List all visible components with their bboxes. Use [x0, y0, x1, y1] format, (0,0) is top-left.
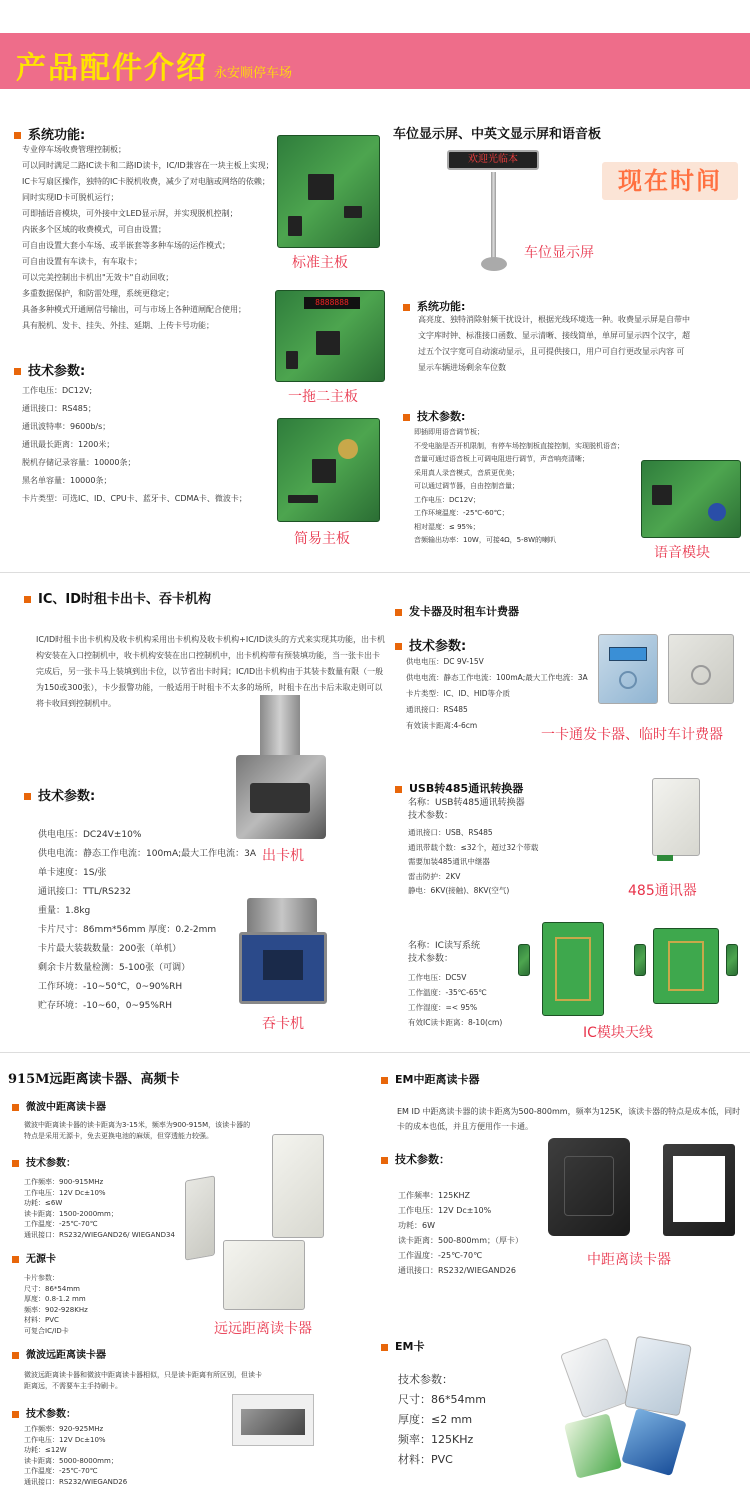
text-line: 材料：PVC [24, 1316, 59, 1324]
text-line: 文字库时钟、标准接口函数、显示清晰、接线简单，单屏可显示四个汉字，超 [418, 331, 690, 340]
text-line: 通讯接口：RS485； [22, 404, 96, 413]
text-line: 可以通过调节器，自由控制音量； [414, 482, 519, 490]
bullet-square-icon [395, 643, 402, 650]
issuer-tech-lines [406, 654, 588, 734]
far-reader-heading: 微波远距离读卡器 [12, 1346, 106, 1361]
one-to-two-board-caption: 一拖二主板 [288, 389, 358, 405]
microwave-heading: 微波中距离读卡器 [12, 1098, 106, 1113]
text-line: 读卡距离：1500-2000mm； [24, 1209, 118, 1218]
far-tech-heading: 技术参数： [12, 1405, 76, 1420]
microwave-paragraph: 微波中距离读卡器的读卡距离为3-15米，频率为900-915M，该读卡器的特点是采用无源卡，免去更换电池的麻烦，但穿透能力较强。 [24, 1121, 251, 1140]
ic-module-image [634, 944, 646, 976]
simple-board-caption: 简易主板 [294, 531, 350, 547]
usb-caption: 485通讯器 [628, 883, 697, 899]
text-line: 卡片类型：IC、ID、HID等介质 [406, 689, 511, 698]
text-line: 通讯波特率：9600b/s； [22, 422, 111, 431]
text-line: 贮存环境：-10~60，0~95%RH [38, 1001, 172, 1011]
text-line: 可以完美控制出卡机出"无效卡"自动回收； [22, 273, 174, 282]
usb-heading: USB转485通讯转换器 [395, 780, 523, 796]
issuer-tech-heading: 技术参数: [395, 635, 466, 654]
card-collector-caption: 吞卡机 [262, 1016, 304, 1032]
text-line: 单卡速度：1S/张 [38, 868, 107, 878]
em-reader-frame-image [663, 1144, 735, 1236]
text-line: 即插即用语音调节板； [414, 428, 484, 436]
text-line: 高亮度、独特消除射频干扰设计，根据光线环境选一种。收费显示屏是自带中 [418, 315, 690, 324]
text-line: 卡片最大装载数量：200张（单机） [38, 944, 182, 954]
ic-module-image [726, 944, 738, 976]
uhf-caption: 远远距离读卡器 [214, 1321, 312, 1337]
text-line: 工作频率：900-915MHz [24, 1178, 104, 1186]
text-line: 通讯接口：RS485 [406, 705, 468, 714]
text-line: 黑名单容量：10000条； [22, 476, 112, 485]
ic-tech-lines [408, 970, 502, 1030]
simple-board-image [277, 418, 380, 522]
dispenser-heading: IC、ID时租卡出卡、吞卡机构 [24, 588, 211, 607]
bullet-square-icon [14, 368, 21, 375]
dispenser-paragraph: IC/ID时租卡出卡机构及收卡机构采用出卡机构及收卡机构+IC/ID读头的方式来实现其功能，出卡机构安装在入口控制机中，收卡机构安装在出口控制机中，出卡机构带有预装填功能，当一张卡出卡完成后，另一张卡马上装填到出卡位，以节省出卡时间；IC/ID出卡机构由于其装卡数量有限（一般为150或300张），卡少报警功能，一般适用于时租卡不太多的场所，时租卡在出卡后未取走则可以将卡收回到控制机中。 [36, 635, 386, 708]
text-line: 尺寸：86*54mm [24, 1284, 80, 1293]
voice-module-caption: 语音模块 [654, 545, 710, 561]
text-line: 名称：USB转485通讯转换器 [408, 798, 525, 808]
bullet-square-icon [24, 793, 31, 800]
system-heading: 系统功能: [14, 124, 85, 143]
text-line: 同时实现ID卡可脱机运行； [22, 193, 119, 202]
usb-name-lines [408, 797, 525, 823]
uhf-reader-side-image [185, 1175, 215, 1260]
text-line: 工作电压：DC5V [408, 973, 467, 982]
card-collector-image [237, 898, 329, 1008]
uhf-reader-image [272, 1134, 324, 1238]
card-issuer-image [598, 634, 658, 704]
text-line: 厚度：0.8-1.2 mm [24, 1295, 86, 1303]
bullet-square-icon [403, 304, 410, 311]
bullet-square-icon [403, 414, 410, 421]
led-display-image [602, 162, 738, 200]
bullet-square-icon [395, 609, 402, 616]
display-base [481, 257, 507, 271]
standard-board-caption: 标准主板 [292, 255, 348, 271]
text-line: 音量可通过语音板上可调电阻进行调节，声音响亮清晰； [414, 455, 589, 463]
text-line: 卡片尺寸：86mm*56mm 厚度：0.2-2mm [38, 925, 217, 935]
bullet-square-icon [12, 1352, 19, 1359]
text-line: 卡片类型：可选IC、ID、CPU卡、蓝牙卡、CDMA卡、微波卡； [22, 494, 247, 503]
section-divider [0, 1052, 750, 1053]
ic-module-image [518, 944, 530, 976]
time-billing-device-image [668, 634, 734, 704]
text-line: 剩余卡片数量检测：5-100张（可调） [38, 963, 191, 973]
text-line: 可自由设置大套小车场、或半嵌套等多种车场的运作模式； [22, 241, 230, 250]
em-card-image [621, 1408, 686, 1476]
uhf-tech-lines [24, 1177, 175, 1240]
text-line: 显示车辆进场剩余车位数 [418, 363, 506, 372]
text-line: 工作温度：-25℃-70℃ [24, 1467, 98, 1475]
em-card-image [564, 1413, 622, 1478]
text-line: 工作温度：-25℃-70℃ [398, 1251, 483, 1260]
text-line: 工作频率：125KHZ [398, 1191, 471, 1200]
system-lines [22, 142, 274, 334]
text-line: 材料：PVC [398, 1453, 453, 1466]
text-line: 通讯带载个数：≤32个，超过32个带载 [408, 842, 539, 852]
bullet-square-icon [12, 1411, 19, 1418]
dispenser-tech-lines [38, 826, 256, 1016]
bullet-square-icon [381, 1077, 388, 1084]
usb-tech-lines [408, 826, 538, 899]
em-card-heading: EM卡 [381, 1338, 424, 1354]
text-line: 供电电流：静态工作电流：100mA;最大工作电流：3A [406, 673, 588, 682]
text-line: 工作频率：920-925MHz [24, 1425, 104, 1433]
text-line: 读卡距离：5000-8000mm； [24, 1456, 118, 1465]
text-line: 采用真人录音模式，音质更优美； [414, 468, 519, 477]
passive-card-heading: 无源卡 [12, 1250, 56, 1265]
text-line: 尺寸：86*54mm [398, 1393, 486, 1406]
card-dispenser-image [232, 695, 330, 845]
text-line: 通讯接口：RS232/WIEGAND26/ WIEGAND34 [24, 1230, 175, 1239]
text-line: 可以同时满足二路IC读卡和二路ID读卡，IC/ID兼容在一块主板上实现； [22, 161, 274, 170]
em-heading: EM中距离读卡器 [381, 1071, 479, 1087]
text-line: 功耗：≤6W [24, 1199, 63, 1207]
bullet-square-icon [381, 1157, 388, 1164]
bullet-square-icon [12, 1256, 19, 1263]
ic-antenna-image [653, 928, 719, 1004]
text-line: 具备多种模式开通闸信号输出，可与市场上各种道闸配合使用； [22, 305, 246, 314]
display-screen-text: 欢迎光临本 [468, 154, 518, 165]
text-line: 需要加装485通讯中继器 [408, 857, 490, 866]
text-line: 工作环境：-10~50℃，0~90%RH [38, 982, 183, 992]
card-dispenser-caption: 出卡机 [262, 848, 304, 864]
text-line: 通讯最长距离：1200米； [22, 440, 115, 449]
em-card-image [624, 1336, 692, 1417]
text-line: 供电电压：DC24V±10% [38, 830, 142, 840]
text-line: 工作环境温度：-25℃-60℃； [414, 509, 509, 517]
text-line: 频率：902-928KHz [24, 1305, 88, 1314]
text-line: 有效IC读卡距离：8-10(cm) [408, 1018, 503, 1027]
page-subtitle: 永安顺停车场 [214, 66, 293, 81]
text-line: 不受电脑是否开机限制，有停车场控制板直接控制，实现脱机语音； [414, 441, 624, 450]
text-line: 工作湿度：=< 95% [408, 1003, 478, 1012]
text-line: 供电电流：静态工作电流：100mA;最大工作电流：3A [38, 849, 257, 859]
standard-board-image [277, 135, 380, 248]
em-card-image [560, 1338, 630, 1419]
text-line: 通讯接口：TTL/RS232 [38, 887, 132, 897]
text-line: 多重数据保护，和防雷处理，系统更稳定； [22, 289, 174, 298]
text-line: 可复合IC/ID卡 [24, 1326, 69, 1335]
text-line: 音频输出功率：10W，可接4Ω，5-8W的喇叭 [414, 536, 556, 544]
text-line: 技术参数： [408, 811, 454, 821]
text-line: 读卡距离：500-800mm；（厚卡） [398, 1236, 524, 1245]
bullet-square-icon [12, 1104, 19, 1111]
led-text: 现在时间 [618, 167, 722, 195]
display-pole [491, 172, 496, 260]
tech1-lines [22, 382, 247, 508]
section-divider [0, 572, 750, 573]
voice-module-image [641, 460, 741, 538]
far-reader-paragraph: 微波远距离读卡器和微波中距离读卡器相似，只是读卡距离有所区别，但读卡距离远，不需要车主手持刷卡。 [24, 1371, 262, 1390]
display-heading: 车位显示屏、中英文显示屏和语音板 [393, 127, 602, 142]
text-line: 技术参数： [398, 1373, 453, 1386]
display-func-lines [418, 312, 690, 376]
text-line: 通讯接口：RS232/WIEGAND26 [398, 1266, 516, 1275]
text-line: 卡片参数： [24, 1274, 59, 1282]
text-line: 工作电压：12V Dc±10% [398, 1206, 492, 1215]
text-line: 通讯接口：USB、RS485 [408, 828, 493, 837]
text-line: 相对湿度：≤ 95%； [414, 522, 480, 531]
text-line: 静电：6KV(接触)、8KV(空气) [408, 886, 510, 895]
bullet-square-icon [24, 596, 31, 603]
issuer-heading: 发卡器及时租车计费器 [395, 603, 519, 619]
text-line: 供电电压：DC 9V-15V [406, 657, 484, 666]
uhf-reader-front-image [223, 1240, 305, 1310]
text-line: 工作温度：-35℃-65℃ [408, 988, 487, 997]
text-line: 可即插语音模块，可外接中文LED显示屏，并实现脱机控制； [22, 209, 238, 218]
text-line: 技术参数： [408, 954, 454, 964]
text-line: 通讯接口：RS232/WIEGAND26 [24, 1477, 128, 1486]
parking-display-image [447, 150, 539, 170]
text-line: 专业停车场收费管理控制板； [22, 145, 126, 154]
text-line: 名称：IC读写系统 [408, 941, 480, 951]
text-line: 过五个汉字宽可自动滚动显示，且可提供接口，用户可自行更改显示内容 可 [418, 347, 685, 356]
usb-converter-image [652, 778, 700, 856]
bullet-square-icon [14, 132, 21, 139]
display-caption: 车位显示屏 [524, 245, 594, 261]
display-func-heading: 系统功能: [403, 298, 465, 314]
text-line: 功耗：≤12W [24, 1446, 67, 1454]
dispenser-tech-heading: 技术参数: [24, 785, 95, 804]
uhf-tech-heading: 技术参数： [12, 1154, 76, 1169]
text-line: 功耗：6W [398, 1221, 435, 1230]
one-to-two-board-image: 8888888 [275, 290, 385, 382]
text-line: 工作电压：DC12V； [414, 495, 480, 504]
em-paragraph: EM ID 中距离读卡器的读卡距离为500-800mm，频率为125K，该读卡器的特点是成本低，同时卡的成本也低，并且方便用作一卡通。 [397, 1107, 741, 1131]
text-line: 工作电压：12V Dc±10% [24, 1435, 106, 1444]
text-line: 重量：1.8kg [38, 906, 91, 916]
bullet-square-icon [381, 1344, 388, 1351]
far-reader-image [232, 1394, 314, 1446]
text-line: 频率：125KHz [398, 1433, 474, 1446]
em-reader-image [548, 1138, 630, 1236]
em-tech-lines [398, 1188, 523, 1278]
bullet-square-icon [395, 786, 402, 793]
bullet-square-icon [12, 1160, 19, 1167]
text-line: 工作电压：12V Dc±10% [24, 1188, 106, 1197]
ic-name-lines [408, 940, 480, 966]
text-line: 工作电压：DC12V; [22, 386, 93, 395]
display-tech-lines [414, 426, 624, 548]
text-line: 脱机存储记录容量：10000条； [22, 458, 136, 467]
passive-card-lines [24, 1273, 88, 1336]
display-tech-heading: 技术参数: [403, 408, 465, 424]
text-line: 具有脱机、发卡、挂失、外挂、延期、上传卡号功能； [22, 321, 214, 330]
text-line: IC卡写扇区操作，独特的IC卡脱机收费，减少了对电脑或网络的依赖； [22, 177, 270, 186]
text-line: 可自由设置有车读卡，有车取卡； [22, 257, 142, 266]
em-reader-caption: 中距离读卡器 [587, 1252, 671, 1268]
text-line: 内嵌多个区域的收费模式，可自由设置； [22, 225, 166, 234]
issuer-caption: 一卡通发卡器、临时车计费器 [541, 727, 723, 743]
text-line: 雷击防护：2KV [408, 871, 461, 881]
text-line: 有效读卡距离:4-6cm [406, 721, 478, 730]
page-title: 产品配件介绍 [16, 51, 208, 86]
tech1-heading: 技术参数: [14, 360, 85, 379]
ic-module-caption: IC模块天线 [583, 1025, 653, 1041]
em-tech-heading: 技术参数： [381, 1151, 450, 1167]
text-line: 厚度：≤2 mm [398, 1413, 473, 1426]
ic-antenna-image [542, 922, 604, 1016]
far-tech-lines [24, 1424, 127, 1487]
text-line: 工作温度：-25℃-70℃ [24, 1220, 98, 1228]
uhf-heading: 915M远距离读卡器、高频卡 [8, 1072, 180, 1087]
em-card-lines [398, 1370, 486, 1470]
